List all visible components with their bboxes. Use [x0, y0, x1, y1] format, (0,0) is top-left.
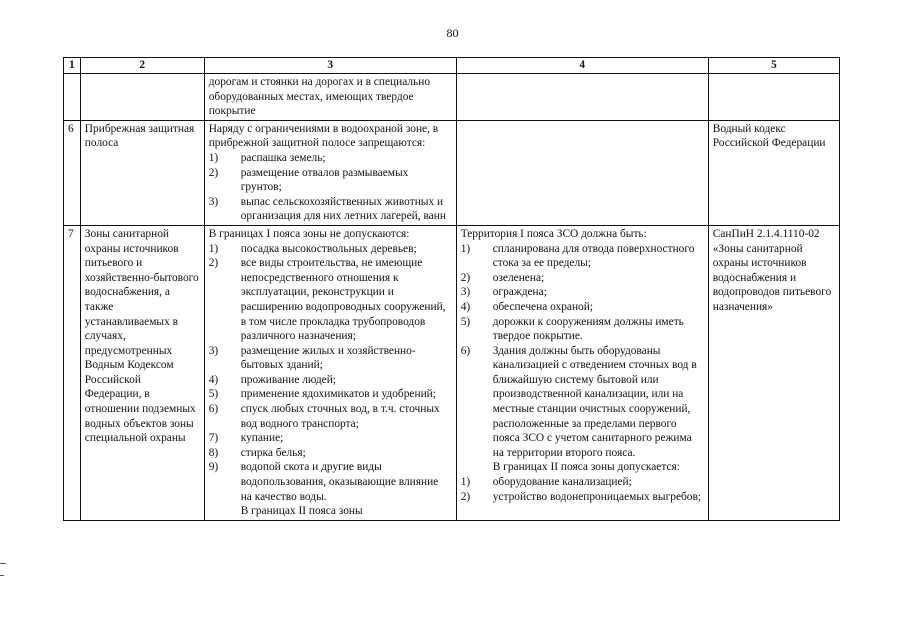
- list-item-number: 4): [208, 373, 219, 386]
- list-item-number: 2): [208, 257, 219, 270]
- list-item: [209, 446, 452, 461]
- cell-paragraph: В границах II пояса зоны допускается:: [492, 461, 680, 474]
- list-item-number: 1): [460, 242, 471, 255]
- list-item-number: 5): [208, 388, 219, 401]
- legal-basis-cell: Водный кодекс Российской Федерации: [708, 120, 839, 225]
- cell-paragraph: В границах II пояса зоны: [240, 505, 363, 518]
- header-col-5: 5: [708, 58, 839, 74]
- list-item-number: 1): [460, 476, 471, 489]
- list-item: [461, 242, 704, 271]
- list-item: [461, 490, 704, 505]
- table-header-row: [64, 58, 840, 74]
- header-col-1: 1: [64, 58, 81, 74]
- list-item-number: 2): [460, 490, 471, 503]
- list-item: [209, 344, 452, 373]
- list-item-text: проживание людей;: [240, 373, 336, 386]
- list-item-number: 2): [460, 271, 471, 284]
- list-item-text: купание;: [240, 432, 284, 445]
- list-item: [461, 344, 704, 461]
- list-item-text: посадка высокоствольных деревьев;: [240, 242, 417, 255]
- cell-paragraph: В границах I пояса зоны не допускаются:: [208, 227, 410, 240]
- requirements-cell: [456, 74, 708, 121]
- list-item-text: спланирована для отвода поверхностного стока за ее пределы;: [492, 242, 695, 270]
- list-item-number: 4): [460, 300, 471, 313]
- row-number-cell: 6: [64, 120, 81, 225]
- restrictions-cell: [204, 225, 456, 520]
- cell-paragraph: Наряду с ограничениями в водоохраной зоне, в прибрежной защитной полосе запрещаются:: [208, 122, 439, 150]
- list-item-number: 2): [208, 166, 219, 179]
- table-row: [64, 74, 840, 121]
- margin-mark: [0, 563, 6, 564]
- list-item-text: спуск любых сточных вод, в т.ч. сточных вод водного транспорта;: [240, 403, 440, 430]
- header-col-4: 4: [456, 58, 708, 74]
- zones-table: [63, 57, 840, 521]
- list-item-number: 3): [208, 344, 219, 357]
- list-item-number: 9): [208, 461, 219, 474]
- list-item: [209, 195, 452, 224]
- list-item: [209, 460, 452, 504]
- list-item: [209, 431, 452, 446]
- row-number-cell: [64, 74, 81, 121]
- list-item-text: выпас сельскохозяйственных животных и организация для них летних лагерей, ванн: [240, 195, 446, 223]
- list-item-number: 7): [208, 432, 219, 445]
- header-col-2: 2: [80, 58, 204, 74]
- legal-basis-cell: СанПиН 2.1.4.1110-02 «Зоны санитарной охраны источников водоснабжения и водопроводов питьевого назначения»: [708, 225, 839, 520]
- list-item-text: все виды строительства, не имеющие непосредственного отношения к эксплуатации, реконструкции и расширению водопроводных сооружений, в том числе прокладка трубопроводов различного назначения;: [240, 257, 446, 343]
- list-item-text: размещение жилых и хозяйственно-бытовых зданий;: [240, 344, 416, 372]
- restrictions-cell: [204, 74, 456, 121]
- list-item-text: устройство водонепроницаемых выгребов;: [492, 490, 702, 503]
- table-row: [64, 225, 840, 520]
- zone-name-cell: Зоны санитарной охраны источников питьевого и хозяйственно-бытового водоснабжения, а также устанавливаемых в случаях, предусмотренных Водным Кодексом Российской Федерации, в отношении подземных водных объектов зоны специальной охраны: [80, 225, 204, 520]
- restrictions-cell: [204, 120, 456, 225]
- list-item: [209, 256, 452, 344]
- list-item-text: размещение отвалов размываемых грунтов;: [240, 166, 409, 194]
- list-item: [209, 151, 452, 166]
- list-item: [461, 285, 704, 300]
- list-item: [461, 475, 704, 490]
- page-number: 80: [446, 26, 459, 40]
- list-item-text: стирка белья;: [240, 446, 306, 459]
- list-item-number: 1): [208, 242, 219, 255]
- list-item-number: 6): [460, 344, 471, 357]
- list-item-number: 3): [208, 195, 219, 208]
- header-col-3: 3: [204, 58, 456, 74]
- list-item-number: 8): [208, 446, 219, 459]
- legal-basis-cell: [708, 74, 839, 121]
- row-number-cell: 7: [64, 225, 81, 520]
- list-item-number: 6): [208, 403, 219, 416]
- list-item-text: Здания должны быть оборудованы канализацией с отведением сточных вод в ближайшую систему бытовой или производственной канализации, или на местные станции очистных сооружений, расположенные за пределами первого пояса ЗСО с учетом санитарного режима на территории второго пояса.: [492, 344, 697, 459]
- zone-name-cell: [80, 74, 204, 121]
- list-item: [209, 373, 452, 388]
- requirements-cell: [456, 225, 708, 520]
- zone-name-cell: Прибрежная защитная полоса: [80, 120, 204, 225]
- requirements-cell: [456, 120, 708, 225]
- list-item-text: водопой скота и другие виды водопользования, оказывающие влияние на качество воды.: [240, 461, 439, 503]
- cell-paragraph: Территория I пояса ЗСО должна быть:: [460, 227, 647, 240]
- list-item: [209, 242, 452, 257]
- list-item-number: 5): [460, 315, 471, 328]
- margin-mark: [0, 575, 4, 576]
- list-item-text: применение ядохимикатов и удобрений;: [240, 388, 436, 401]
- list-item-text: обеспечена охраной;: [492, 300, 594, 313]
- list-item-text: ограждена;: [492, 286, 547, 299]
- list-item: [461, 300, 704, 315]
- list-item-text: дорожки к сооружениям должны иметь твердое покрытие.: [492, 315, 684, 343]
- list-item: [209, 387, 452, 402]
- list-item-text: оборудование канализацией;: [492, 476, 632, 489]
- list-item-number: 1): [208, 151, 219, 164]
- list-item-text: распашка земель;: [240, 151, 326, 164]
- list-item: [209, 402, 452, 431]
- cell-paragraph: дорогам и стоянки на дорогах и в специально оборудованных местах, имеющих твердое покрытие: [208, 76, 431, 118]
- list-item: [209, 166, 452, 195]
- list-item: [461, 315, 704, 344]
- list-item-number: 3): [460, 286, 471, 299]
- list-item: [461, 271, 704, 286]
- list-item-text: озеленена;: [492, 271, 545, 284]
- table-row: [64, 120, 840, 225]
